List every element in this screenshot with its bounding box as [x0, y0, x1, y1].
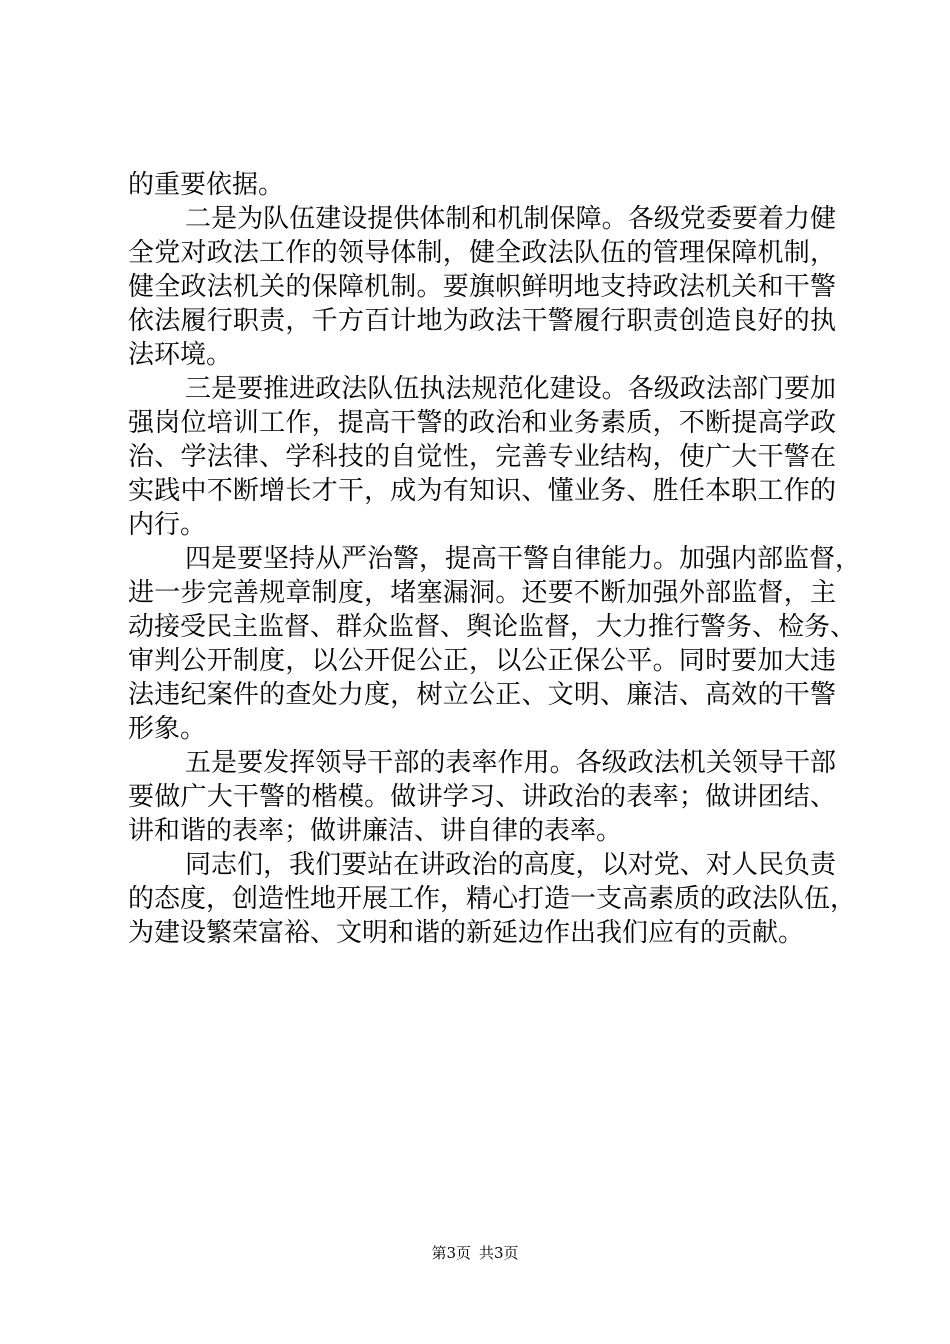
paragraph-4-line-4: 审判公开制度，以公开促公正，以公正保公平。同时要加大违: [128, 646, 836, 676]
paragraph-2-line-5: 法环境。: [128, 340, 233, 370]
paragraph-1-line-1: 的重要依据。: [128, 170, 285, 200]
document-body: [128, 168, 862, 950]
paragraph-3-line-3: 治、学法律、学科技的自觉性，完善专业结构，使广大干警在: [128, 442, 836, 472]
paragraph-6-line-2: 的态度，创造性地开展工作，精心打造一支高素质的政法队伍，: [128, 884, 857, 914]
paragraph-4-line-2: 进一步完善规章制度，堵塞漏洞。还要不断加强外部监督，主: [128, 578, 836, 608]
paragraph-2-line-1: 二是为队伍建设提供体制和机制保障。各级党委要着力健: [185, 204, 836, 234]
paragraph-3-line-2: 强岗位培训工作，提高干警的政治和业务素质，不断提高学政: [128, 408, 836, 438]
paragraph-3-line-5: 内行。: [128, 510, 207, 540]
paragraph-5-line-3: 讲和谐的表率；做讲廉洁、讲自律的表率。: [128, 816, 623, 846]
paragraph-3-line-1: 三是要推进政法队伍执法规范化建设。各级政法部门要加: [185, 374, 836, 404]
paragraph-4-line-6: 形象。: [128, 714, 207, 744]
paragraph-2-line-3: 健全政法机关的保障机制。要旗帜鲜明地支持政法机关和干警: [128, 272, 836, 302]
paragraph-2-line-2: 全党对政法工作的领导体制，健全政法队伍的管理保障机制，: [128, 238, 836, 268]
paragraph-5-line-1: 五是要发挥领导干部的表率作用。各级政法机关领导干部: [185, 748, 836, 778]
page-number-total: 共3页: [479, 1244, 519, 1262]
paragraph-6-line-3: 为建设繁荣富裕、文明和谐的新延边作出我们应有的贡献。: [128, 918, 805, 948]
paragraph-4-line-3: 动接受民主监督、群众监督、舆论监督，大力推行警务、检务、: [128, 612, 857, 642]
paragraph-2-line-4: 依法履行职责，千方百计地为政法干警履行职责创造良好的执: [128, 306, 836, 336]
paragraph-3-line-4: 实践中不断增长才干，成为有知识、懂业务、胜任本职工作的: [128, 476, 836, 506]
paragraph-6-line-1: 同志们，我们要站在讲政治的高度，以对党、对人民负责: [185, 850, 836, 880]
paragraph-5-line-2: 要做广大干警的楷模。做讲学习、讲政治的表率；做讲团结、: [128, 782, 836, 812]
page-number-current: 第3页: [431, 1244, 471, 1262]
paragraph-4-line-1: 四是要坚持从严治警，提高干警自律能力。加强内部监督，: [185, 544, 862, 574]
page-footer: [0, 1243, 950, 1263]
paragraph-4-line-5: 法违纪案件的查处力度，树立公正、文明、廉洁、高效的干警: [128, 680, 836, 710]
